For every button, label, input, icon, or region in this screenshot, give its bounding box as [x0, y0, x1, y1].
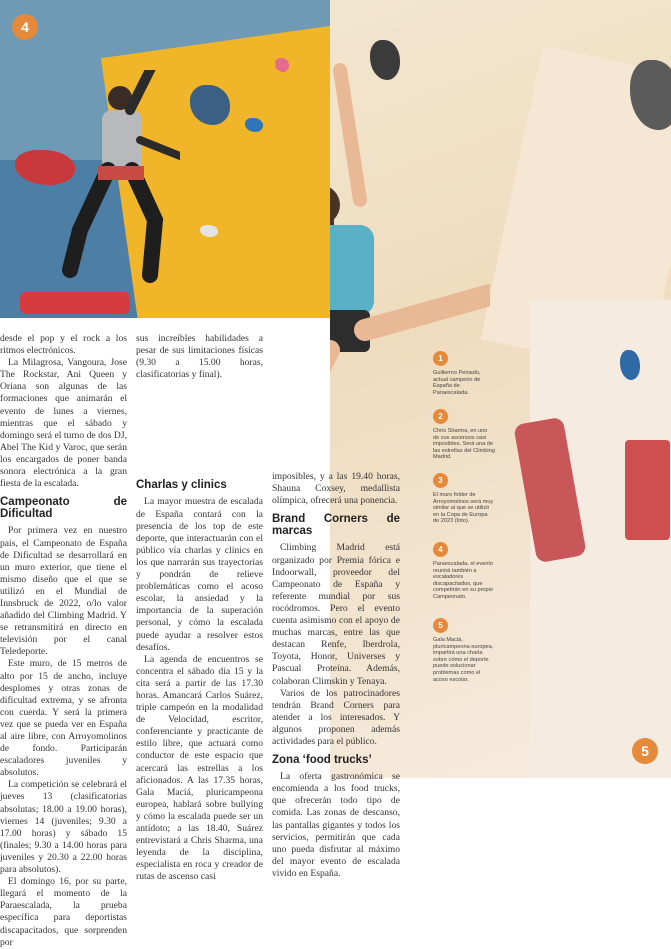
photo-number-badge-5: 5 — [632, 738, 658, 764]
paragraph: desde el pop y el rock a los ritmos electrónicos. — [0, 333, 127, 357]
climbing-hold-blue — [620, 350, 640, 380]
climbing-hold-small-blue — [245, 118, 263, 132]
article-column-2 — [136, 333, 263, 883]
photo-caption: El muro folder de Arroyomolinos será muy similar al que se utilizó en la Copa de Europa de 2023 (foto). — [433, 492, 494, 525]
section-heading-charlas: Charlas y clinics — [136, 479, 227, 492]
climbing-volume-red-right — [625, 440, 670, 540]
paragraph: La mayor muestra de escalada de España contará con la presencia de los top de este deporte, que interactuarán con el público vía charlas y clínics en los que narrarán sus trayectorias y pondrán de relieve problemáticas como el acoso escolar, la ansiedad y la importancia de la superación personal, y cómo la escalada puede ayudar a resolver estos desafíos. — [136, 496, 263, 653]
paragraph: La agenda de encuentros se concentra el sábado día 15 y la cita será a partir de las 17.30 horas. Amancará Carlos Suárez, triple campeón en la modalidad de Velocidad, escritor, conferenciante y practicante de estilo libre, que actuará como conductor de este espacio que acercará las estrellas a los aficionados. A las 17.35 horas, Gala Maciá, pluricampeona europea, hablará sobre bullying y cómo la escalada puede ser un antídoto; a las 18.40, Suárez entrevistará a Chris Sharma, una leyenda de la disciplina, especialista en roca y creador de rutas de ascenso casi — [136, 653, 263, 883]
paragraph: La Milagrosa, Vangoura, Jose The Rockstar, Ani Queen y Oriana son algunas de las formaciones que animarán el evento de lunes a viernes, mientras que el sábado y domingo será el turno de dos DJ, Abel The Kid y Varoc, que serán los encargados de poner banda sonora electrónica a la gran fiesta de la escalada. — [0, 357, 127, 490]
paragraph: sus increíbles habilidades a pesar de sus limitaciones físicas (9.30 a 15.00 horas, clasificatorias y final). — [136, 333, 263, 381]
paragraph: La oferta gastronómica se encomienda a los food trucks, que ofrecerán todo tipo de comida. Las zonas de descanso, las pantallas gigantes y todos los servicios, permitirán que cada uno pueda disfrutar al máximo del mayor evento de escalada vivido en España. — [272, 771, 400, 879]
section-heading-brand-corners: Brand Corners de marcas — [272, 513, 400, 538]
climbing-volume-red — [20, 292, 130, 314]
paragraph: Por primera vez en nuestro país, el Campeonato de España de Dificultad se desarrollará en un muro exterior, que tiene el mismo diseño que el que se utilizó en el Mundial de Innsbruck de 2022, o/lo valor añadido del Climbing Madrid. Y se retransmitirá en directo en televisión por el canal Teledeporte. — [0, 525, 127, 658]
caption-number: 5 — [433, 618, 448, 633]
paragraph: La competición se celebrará el jueves 13 (clasificatorias absolutas; 18.00 a 19.00 horas), viernes 14 (juveniles; 9.30 a 17.00 horas) y sábado 15 (finales; 9.30 a 14.00 horas para juveniles y 20.30 a 22.00 horas para absolutos). — [0, 779, 127, 876]
paragraph: imposibles, y a las 19.40 horas, Shauna Coxsey, medallista olímpica, ofrecerá una ponencia. — [272, 471, 400, 507]
section-heading-food-trucks: Zona ‘food trucks’ — [272, 754, 372, 767]
photo-climber-wall — [0, 0, 350, 318]
photo-overlap-space — [136, 381, 263, 473]
caption-number: 3 — [433, 473, 448, 488]
paragraph: Varios de los patrocinadores tendrán Brand Corners para atender a los interesados. Y algunos proponen además actividades para el público. — [272, 687, 400, 747]
caption-number: 1 — [433, 351, 448, 366]
climbing-hold-white — [200, 225, 218, 237]
photo-caption: Gala Maciá, pluricampeona europea, impartirá una charla sobre cómo el deporte puede solucionar problemas como el acoso escolar. — [433, 637, 494, 683]
paragraph: El domingo 16, por su parte, llegará el momento de la Paraescalada, la prueba específica para deportistas discapacitados, que sorprenden por — [0, 876, 127, 948]
paragraph: Climbing Madrid está organizado por Premia fórica e Indoorwall, proveedor del Campeonato de España y referente mundial por sus rocódromos. Pero el evento cuenta asimismo con el apoyo de muchas marcas, entre las que destacan Renfe, Iberdrola, Toyota, Honor, Universes y Pascual Proteína. Además, colaboran Climskin y Tenaya. — [272, 542, 400, 687]
photo-number-badge-4: 4 — [12, 14, 38, 40]
caption-number: 2 — [433, 409, 448, 424]
photo-caption: Chris Sharma, en uno de sus ascensos casi imposibles. Será una de las estrellas del Climbing Madrid. — [433, 428, 495, 461]
article-column-1 — [0, 333, 127, 949]
photo-caption: Guillermo Peinado, actual campeón de España de Paraescalada. — [433, 370, 481, 396]
section-heading-dificultad: Campeonato de Dificultad — [0, 496, 127, 521]
article-column-3 — [272, 471, 400, 880]
paragraph: Este muro, de 15 metros de alto por 15 de ancho, incluye desplomes y otras zonas de dificultad extrema, y se afronta con cuerda. Y será la primera vez que se pueda ver en España al aire libre, con Arroyomolinos de fondo. Participarán escaladores juveniles y absolutos. — [0, 658, 127, 779]
photo-caption: Paraescalada, el evento reunirá también a escaladores discapacitados, que competirán en su propio Campeonato. — [433, 561, 494, 600]
climbing-hold-pink — [275, 58, 289, 72]
climber-figure — [60, 70, 180, 290]
caption-number: 4 — [433, 542, 448, 557]
